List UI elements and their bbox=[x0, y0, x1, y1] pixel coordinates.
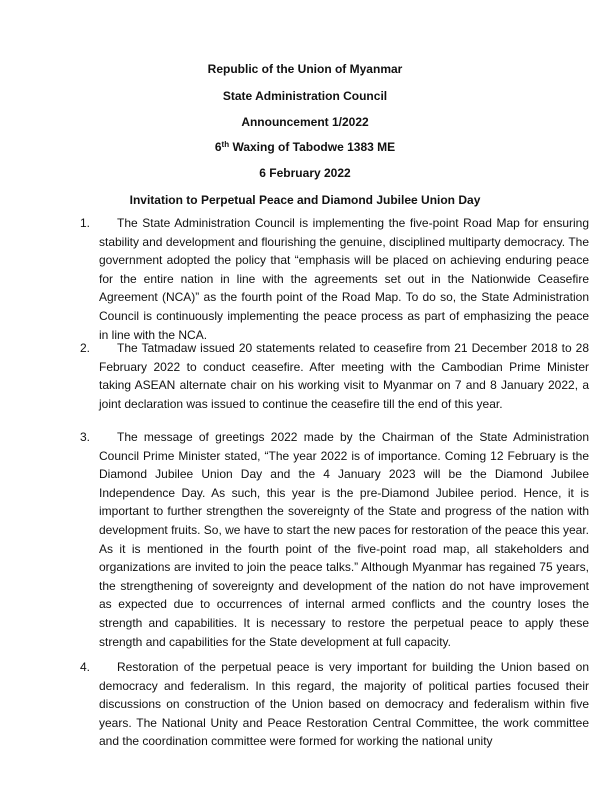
paragraph-text: Restoration of the perpetual peace is very important for building the Union based on democracy and federalism. In this regard, the majority of political parties focused their discussions on construction of the Union based on democracy and federalism within five years. The National Unity and Peace Restoration Central Committee, the work committee and the coordination committee were formed for working the national unity bbox=[99, 660, 589, 749]
paragraph-text: The message of greetings 2022 made by the Chairman of the State Administration Council Prime Minister stated, “The year 2022 is of importance. Coming 12 February is the Diamond Jubilee Union Day and the 4 January 2023 will be the Diamond Jubilee Independence Day. As such, this year is the pre-Diamond Jubilee period. Hence, it is important to further strengthen the sovereignty of the State and progress of the nation with development fruits. So, we have to start the new paces for restoration of the peace this year. As it is mentioned in the fourth point of the five-point road map, all stakeholders and organizations are invited to join the peace talks.” Although Myanmar has regained 75 years, the strengthening of sovereignty and development of the nation do not have improvement as expected due to occurrences of internal armed conflicts and the country loses the strength and capabilities. It is necessary to restore the perpetual peace to apply these strength and capabilities for the State development at full capacity. bbox=[99, 430, 589, 649]
paragraph-number: 4. bbox=[80, 660, 91, 674]
lunar-date-day: 6 bbox=[214, 140, 222, 154]
country-heading: Republic of the Union of Myanmar bbox=[207, 62, 403, 76]
paragraph-number: 3. bbox=[80, 430, 91, 444]
lunar-date bbox=[0, 140, 610, 155]
paragraph-number: 2. bbox=[80, 341, 91, 355]
lunar-date-rest: Waxing of Tabodwe 1383 ME bbox=[229, 140, 396, 154]
council-heading: State Administration Council bbox=[222, 89, 388, 103]
paragraph-number: 1. bbox=[80, 216, 91, 230]
gregorian-date: 6 February 2022 bbox=[259, 166, 351, 180]
paragraph-text: The State Administration Council is implementing the five-point Road Map for ensuring stability and development and flourishing the genuine, disciplined multiparty democracy. The government adopted the policy that “emphasis will be placed on achieving enduring peace for the entire nation in line with the agreements set out in the Nationwide Ceasefire Agreement (NCA)” as the fourth point of the Road Map. To do so, the State Administration Council is continuously implementing the peace process as part of emphasizing the peace in line with the NCA. bbox=[99, 216, 589, 342]
paragraph-text: The Tatmadaw issued 20 statements related to ceasefire from 21 December 2018 to 28 February 2022 to conduct ceasefire. After meeting with the Cambodian Prime Minister taking ASEAN alternate chair on his working visit to Myanmar on 7 and 8 January 2022, a joint declaration was issued to continue the ceasefire till the end of this year. bbox=[99, 341, 589, 411]
document-title: Invitation to Perpetual Peace and Diamond Jubilee Union Day bbox=[129, 193, 481, 207]
announcement-number: Announcement 1/2022 bbox=[241, 115, 369, 129]
lunar-date-suffix: th bbox=[221, 140, 230, 149]
